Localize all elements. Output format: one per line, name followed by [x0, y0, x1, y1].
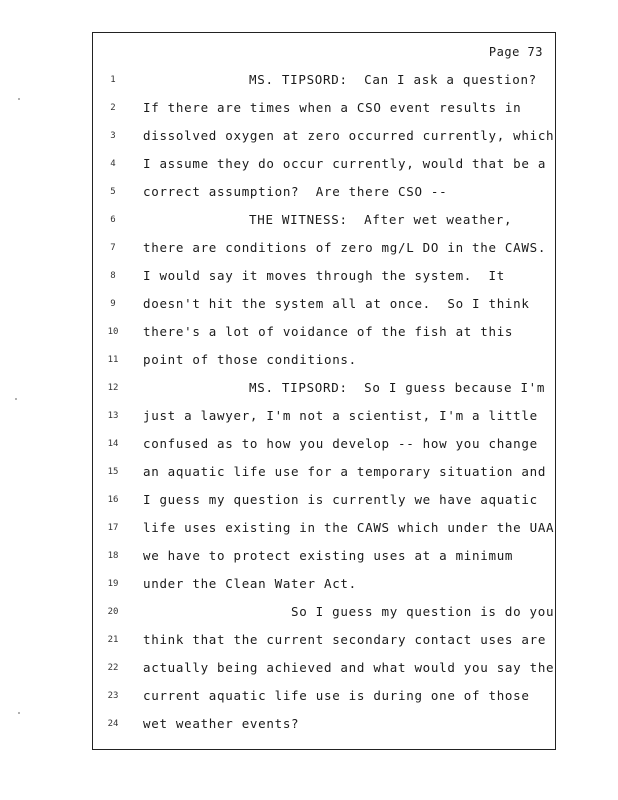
line-number: 17	[107, 523, 119, 533]
transcript-line: point of those conditions.	[143, 352, 357, 367]
line-number: 21	[107, 635, 119, 645]
line-number: 6	[110, 215, 116, 225]
line-number: 11	[107, 355, 119, 365]
transcript-line: we have to protect existing uses at a minimum	[143, 548, 514, 563]
transcript-line: under the Clean Water Act.	[143, 576, 357, 591]
transcript-line: just a lawyer, I'm not a scientist, I'm a little	[143, 408, 538, 423]
line-number: 10	[107, 327, 119, 337]
line-number: 5	[110, 187, 116, 197]
transcript-line: actually being achieved and what would you say the	[143, 660, 555, 675]
scan-speck	[15, 398, 17, 400]
transcript-line: MS. TIPSORD: So I guess because I'm	[249, 380, 546, 395]
line-number: 8	[110, 271, 116, 281]
transcript-line: MS. TIPSORD: Can I ask a question?	[249, 72, 537, 87]
line-number: 2	[110, 103, 116, 113]
line-number: 9	[110, 299, 116, 309]
line-number: 14	[107, 439, 119, 449]
line-number: 24	[107, 719, 119, 729]
transcript-line: dissolved oxygen at zero occurred currently, which	[143, 128, 555, 143]
page-number: Page 73	[488, 45, 543, 59]
line-number: 19	[107, 579, 119, 589]
transcript-line: If there are times when a CSO event results in	[143, 100, 522, 115]
line-number: 12	[107, 383, 119, 393]
transcript-line: current aquatic life use is during one of those	[143, 688, 530, 703]
transcript-line: life uses existing in the CAWS which under the UAA	[143, 520, 555, 535]
transcript-line: confused as to how you develop -- how you change	[143, 436, 538, 451]
line-number: 4	[110, 159, 116, 169]
transcript-line: there are conditions of zero mg/L DO in the CAWS.	[143, 240, 547, 255]
scan-speck	[18, 712, 20, 714]
transcript-line: I would say it moves through the system. It	[143, 268, 505, 283]
line-number: 16	[107, 495, 119, 505]
line-number: 7	[110, 243, 116, 253]
transcript-line: there's a lot of voidance of the fish at this	[143, 324, 514, 339]
line-number: 23	[107, 691, 119, 701]
transcript-line: correct assumption? Are there CSO --	[143, 184, 448, 199]
line-number: 13	[107, 411, 119, 421]
transcript-line: doesn't hit the system all at once. So I think	[143, 296, 530, 311]
line-number: 20	[107, 607, 119, 617]
line-number: 1	[110, 75, 116, 85]
transcript-line: think that the current secondary contact uses are	[143, 632, 547, 647]
transcript-line: I assume they do occur currently, would that be a	[143, 156, 547, 171]
transcript-line: wet weather events?	[143, 716, 300, 731]
line-number: 15	[107, 467, 119, 477]
transcript-page	[92, 32, 556, 750]
transcript-line: an aquatic life use for a temporary situation and	[143, 464, 547, 479]
scan-speck	[18, 98, 20, 100]
transcript-line: I guess my question is currently we have aquatic	[143, 492, 538, 507]
line-number: 3	[110, 131, 116, 141]
line-number: 22	[107, 663, 119, 673]
transcript-line: THE WITNESS: After wet weather,	[249, 212, 513, 227]
transcript-line: So I guess my question is do you	[291, 604, 555, 619]
line-number: 18	[107, 551, 119, 561]
